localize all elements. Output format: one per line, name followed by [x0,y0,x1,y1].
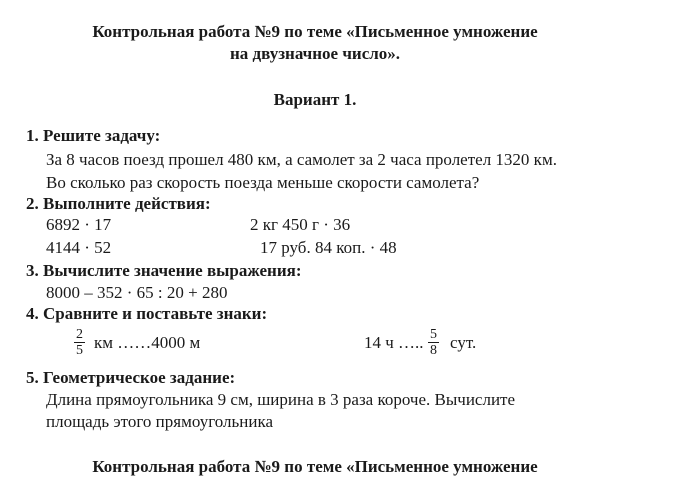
task-4-comparison-2-suffix: сут. [450,333,477,352]
worksheet-title-line1: Контрольная работа №9 по теме «Письменное умножение [92,22,538,41]
task-5-line-2: площадь этого прямоугольника [46,412,274,431]
task-2-expression-4: 17 руб. 84 коп. · 48 [260,238,397,257]
task-3-expression: 8000 – 352 · 65 : 20 + 280 [46,283,228,302]
variant-heading: Вариант 1. [273,90,357,109]
worksheet-title-line2: на двузначное число». [229,44,401,63]
fraction-five-eighths [428,327,439,358]
task-4-heading: 4. Сравните и поставьте знаки: [26,304,268,323]
task-1-heading: 1. Решите задачу: [26,126,161,145]
fraction-denominator: 5 [76,343,83,358]
task-2-heading: 2. Выполните действия: [26,194,211,213]
fraction-numerator: 2 [76,327,83,342]
next-worksheet-title: Контрольная работа №9 по теме «Письменное умножение [92,457,538,476]
task-5-line-1: Длина прямоугольника 9 см, ширина в 3 раза короче. Вычислите [46,390,516,409]
task-2-expression-2: 2 кг 450 г · 36 [250,215,351,234]
task-2-expression-1: 6892 · 17 [46,215,112,234]
fraction-numerator: 5 [430,327,437,342]
task-1-line-1: За 8 часов поезд прошел 480 км, а самолет за 2 часа пролетел 1320 км. [46,150,557,169]
task-1-line-2: Во сколько раз скорость поезда меньше скорости самолета? [46,173,480,192]
task-3-heading: 3. Вычислите значение выражения: [26,261,302,280]
fraction-denominator: 8 [430,343,437,358]
task-5-heading: 5. Геометрическое задание: [26,368,236,387]
fraction-two-fifths [74,327,85,358]
task-2-expression-3: 4144 · 52 [46,238,112,257]
task-4-comparison-1: км ……4000 м [94,333,201,352]
task-4-comparison-2-prefix: 14 ч ….. [364,333,424,352]
